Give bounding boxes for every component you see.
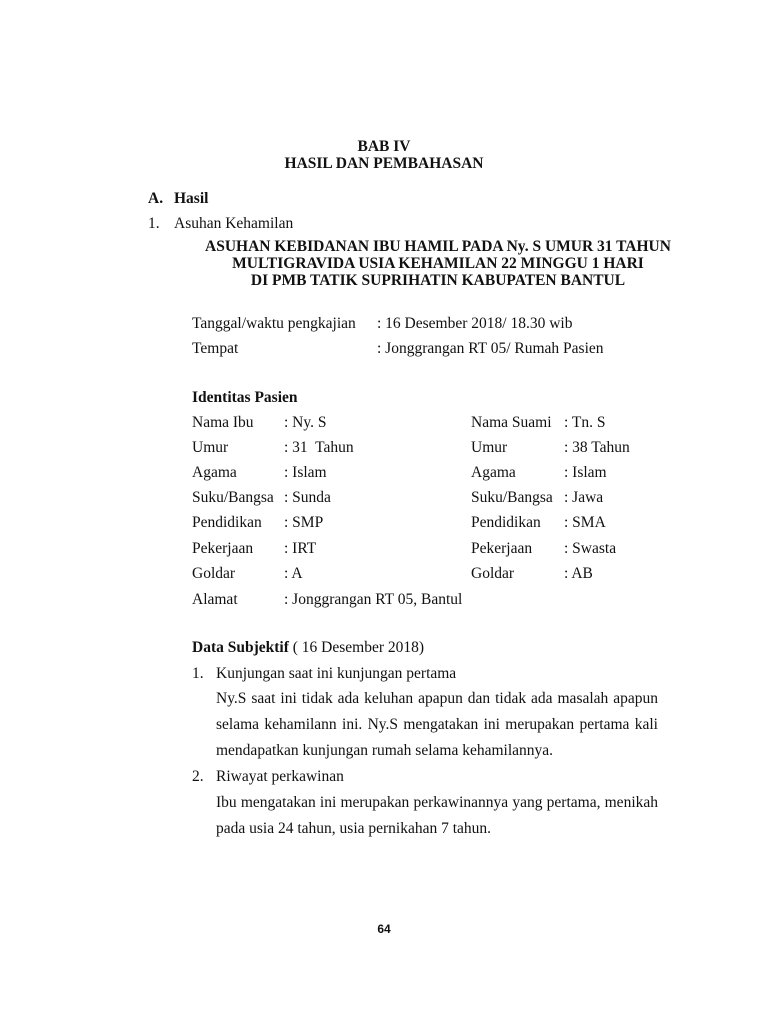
identity-value-age-mother: : 31 Tahun xyxy=(284,439,354,456)
case-title-line-2: MULTIGRAVIDA USIA KEHAMILAN 22 MINGGU 1 HARI xyxy=(232,255,644,272)
visit-place-label: Tempat xyxy=(192,340,239,357)
identity-label-religion-mother: Agama xyxy=(192,464,237,481)
identity-value-religion-husband: : Islam xyxy=(564,464,607,481)
subjective-item-2-line-2: pada usia 24 tahun, usia pernikahan 7 tahun. xyxy=(216,820,492,837)
identity-value-age-husband: : 38 Tahun xyxy=(564,439,630,456)
subjective-heading xyxy=(192,639,424,657)
identity-value-ethnicity-mother: : Sunda xyxy=(284,489,331,506)
visit-date-value: : 16 Desember 2018/ 18.30 wib xyxy=(377,315,573,332)
visit-place-value: : Jonggrangan RT 05/ Rumah Pasien xyxy=(377,340,604,357)
identity-label-religion-husband: Agama xyxy=(471,464,516,481)
identity-label-ethnicity-husband: Suku/Bangsa xyxy=(471,489,553,506)
page-number: 64 xyxy=(377,922,391,936)
case-title-line-1: ASUHAN KEBIDANAN IBU HAMIL PADA Ny. S UMUR 31 TAHUN xyxy=(205,238,671,255)
identity-value-address: : Jonggrangan RT 05, Bantul xyxy=(284,591,463,608)
subjective-item-1-line-3: mendapatkan kunjungan rumah selama kehamilannya. xyxy=(216,742,554,759)
identity-label-address: Alamat xyxy=(192,591,238,608)
subjective-item-1-title: Kunjungan saat ini kunjungan pertama xyxy=(216,665,457,682)
section-letter: A. xyxy=(148,190,164,207)
identity-label-blood-husband: Goldar xyxy=(471,565,515,582)
identity-label-blood-mother: Goldar xyxy=(192,565,236,582)
subjective-title: Data Subjektif xyxy=(192,639,289,656)
chapter-title: HASIL DAN PEMBAHASAN xyxy=(284,155,484,172)
subjective-item-1-number: 1. xyxy=(192,665,204,682)
identity-value-education-husband: : SMA xyxy=(564,514,606,531)
identity-value-husband: : Tn. S xyxy=(564,414,606,431)
subsection-number: 1. xyxy=(148,215,160,232)
identity-label-education-husband: Pendidikan xyxy=(471,514,541,531)
section-title: Hasil xyxy=(174,190,209,207)
subjective-item-1-line-2: selama kehamilann ini. Ny.S mengatakan ini merupakan pertama kali xyxy=(216,716,658,733)
identity-value-job-husband: : Swasta xyxy=(564,540,617,557)
subsection-title: Asuhan Kehamilan xyxy=(174,215,294,232)
identity-label-education-mother: Pendidikan xyxy=(192,514,262,531)
identity-value-blood-mother: : A xyxy=(284,565,303,582)
identity-label-mother: Nama Ibu xyxy=(192,414,254,431)
subjective-item-2-title: Riwayat perkawinan xyxy=(216,768,344,785)
identity-value-ethnicity-husband: : Jawa xyxy=(564,489,604,506)
identity-label-job-husband: Pekerjaan xyxy=(471,540,533,557)
identity-label-age-mother: Umur xyxy=(192,439,229,456)
identity-value-religion-mother: : Islam xyxy=(284,464,327,481)
identity-label-job-mother: Pekerjaan xyxy=(192,540,254,557)
identity-label-age-husband: Umur xyxy=(471,439,508,456)
identity-value-job-mother: : IRT xyxy=(284,540,317,557)
subjective-item-1-line-1: Ny.S saat ini tidak ada keluhan apapun dan tidak ada masalah apapun xyxy=(216,690,658,707)
identity-value-education-mother: : SMP xyxy=(284,514,324,531)
subjective-date: ( 16 Desember 2018) xyxy=(288,639,425,656)
identity-label-ethnicity-mother: Suku/Bangsa xyxy=(192,489,274,506)
subjective-item-2-line-1: Ibu mengatakan ini merupakan perkawinannya yang pertama, menikah xyxy=(216,794,658,811)
chapter-number: BAB IV xyxy=(357,138,411,155)
subjective-item-2-number: 2. xyxy=(192,768,204,785)
identity-value-blood-husband: : AB xyxy=(564,565,593,582)
identity-title: Identitas Pasien xyxy=(192,389,298,406)
case-title-line-3: DI PMB TATIK SUPRIHATIN KABUPATEN BANTUL xyxy=(250,272,626,289)
identity-value-mother: : Ny. S xyxy=(284,414,327,431)
identity-label-husband: Nama Suami xyxy=(471,414,552,431)
visit-date-label: Tanggal/waktu pengkajian xyxy=(192,315,356,332)
